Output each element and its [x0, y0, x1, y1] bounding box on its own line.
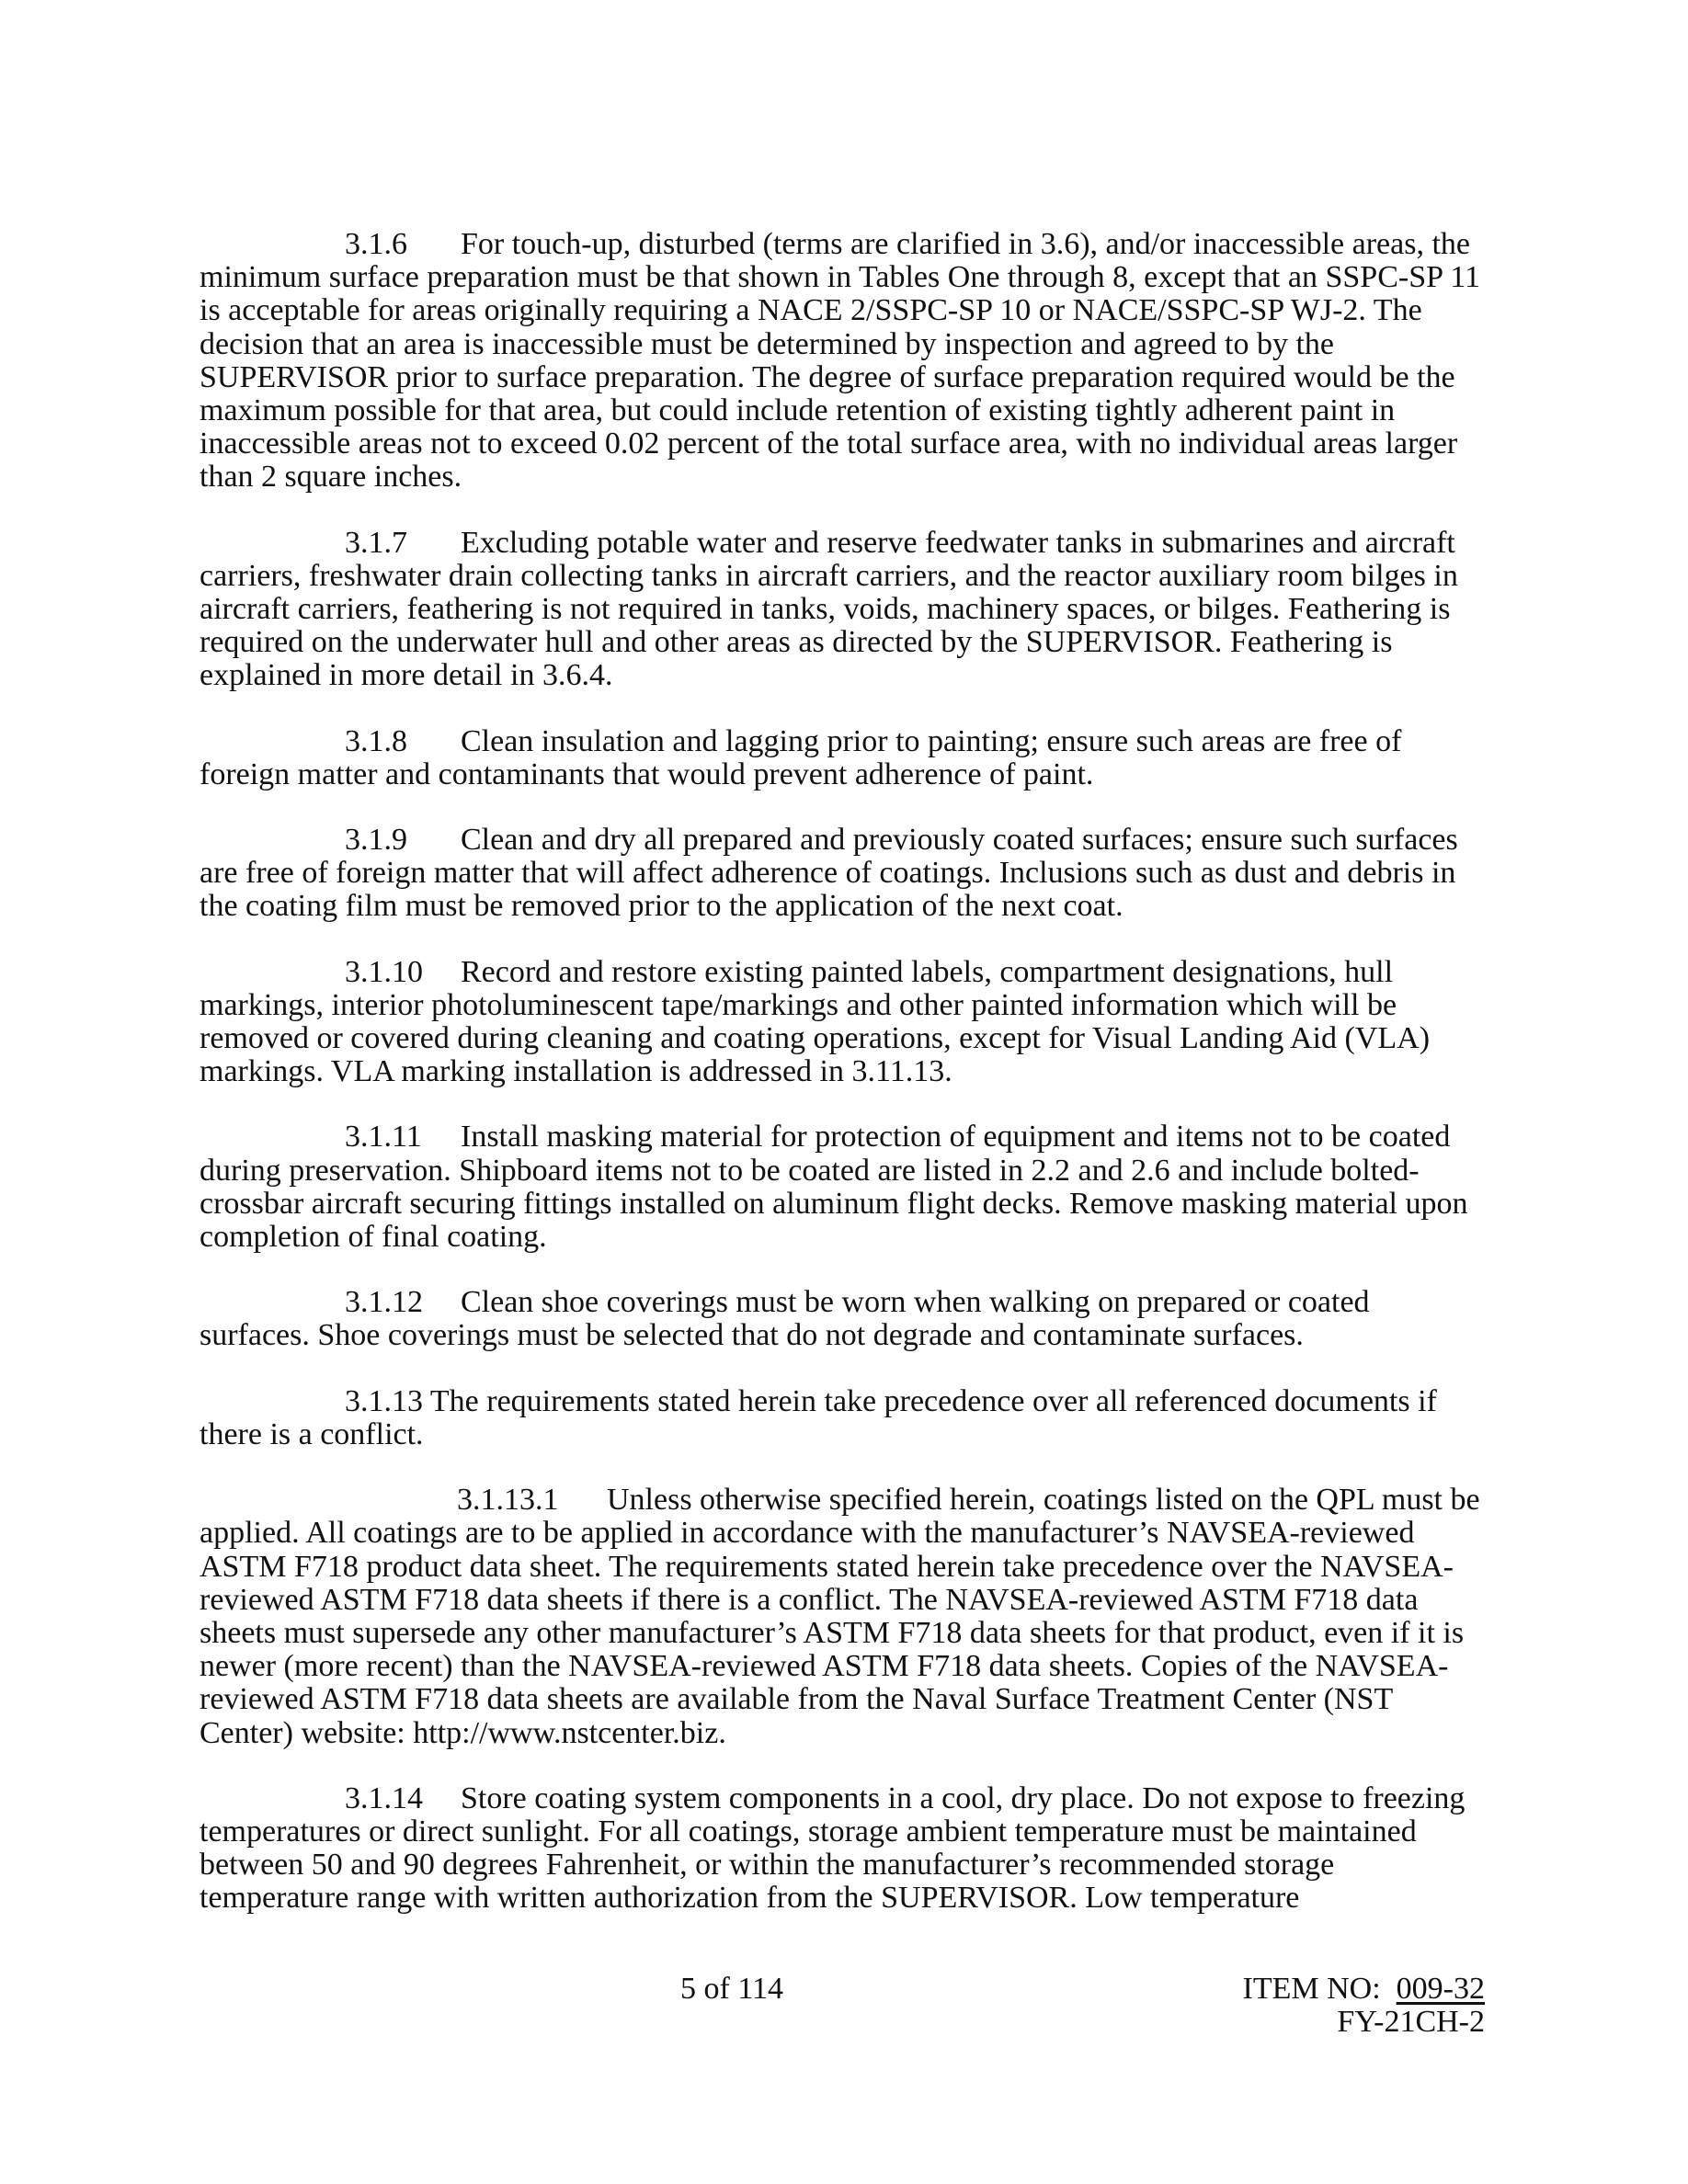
- paragraph-number: 3.1.12: [345, 1285, 423, 1320]
- paragraph-3-1-13: [200, 1385, 1485, 1451]
- paragraph-number: 3.1.13.1: [457, 1483, 559, 1518]
- paragraph-3-1-13-1: [200, 1484, 1485, 1750]
- paragraph-3-1-14: [200, 1782, 1485, 1916]
- item-footer: [1243, 1973, 1485, 2039]
- item-label: ITEM NO:: [1242, 1972, 1381, 2006]
- paragraph-number: 3.1.8: [345, 723, 407, 758]
- item-number-line: [1243, 1973, 1485, 2006]
- paragraph-number: 3.1.6: [345, 227, 407, 261]
- paragraph-text: Unless otherwise specified herein, coatings listed on the QPL must be applied. All coatings are to be applied in accordance with the manufacturer’s NAVSEA-reviewed ASTM F718 product data sheet. The requirements stated herein take precedence over the NAVSEA-reviewed ASTM F718 data sheets if there is a conflict. The NAVSEA-reviewed ASTM F718 data sheets must supersede any other manufacturer’s ASTM F718 data sheets for that product, even if it is newer (more recent) than the NAVSEA-reviewed ASTM F718 data sheets. Copies of the NAVSEA-reviewed ASTM F718 data sheets are available from the Naval Surface Treatment Center (NST Center) website: http://www.nstcenter.biz.: [200, 1483, 1480, 1750]
- paragraph-text: For touch-up, disturbed (terms are clarified in 3.6), and/or inaccessible areas, the minimum surface preparation must be that shown in Tables One through 8, except that an SSPC-SP 11 is acceptable for areas originally requiring a NACE 2/SSPC-SP 10 or NACE/SSPC-SP WJ-2. The decision that an area is inaccessible must be determined by inspection and agreed to by the SUPERVISOR prior to surface preparation. The degree of surface preparation required would be the maximum possible for that area, but could include retention of existing tightly adherent paint in inaccessible areas not to exceed 0.02 percent of the total surface area, with no individual areas larger than 2 square inches.: [200, 227, 1480, 495]
- document-body: [200, 228, 1485, 1948]
- paragraph-text: Record and restore existing painted labels, compartment designations, hull markings, interior photoluminescent tape/markings and other painted information which will be removed or covered during cleaning and coating operations, except for Visual Landing Aid (VLA) markings. VLA marking installation is addressed in 3.11.13.: [200, 954, 1431, 1089]
- paragraph-text: The requirements stated herein take precedence over all referenced documents if there is a conflict.: [200, 1383, 1437, 1451]
- paragraph-text: Clean insulation and lagging prior to painting; ensure such areas are free of foreign matter and contaminants that would prevent adherence of paint.: [200, 723, 1402, 791]
- paragraph-number: 3.1.11: [345, 1120, 422, 1155]
- paragraph-text: Clean and dry all prepared and previously coated surfaces; ensure such surfaces are free of foreign matter that will affect adherence of coatings. Inclusions such as dust and debris in the coating film must be removed prior to the application of the next coat.: [200, 823, 1458, 924]
- paragraph-3-1-10: [200, 956, 1485, 1089]
- paragraph-number: 3.1.13: [345, 1383, 423, 1418]
- paragraph-text: Store coating system components in a cool, dry place. Do not expose to freezing temperatures or direct sunlight. For all coatings, storage ambient temperature must be maintained between 50 and 90 degrees Fahrenheit, or within the manufacturer’s recommended storage temperature range with written authorization from the SUPERVISOR. Low temperature: [200, 1780, 1466, 1916]
- paragraph-number: 3.1.7: [345, 525, 407, 560]
- paragraph-3-1-7: [200, 527, 1485, 693]
- paragraph-3-1-9: [200, 824, 1485, 924]
- page-number: 5 of 114: [680, 1972, 784, 2006]
- paragraph-3-1-12: [200, 1286, 1485, 1352]
- paragraph-text: Excluding potable water and reserve feedwater tanks in submarines and aircraft carriers, freshwater drain collecting tanks in aircraft carriers, and the reactor auxiliary room bilges in aircraft carriers, feathering is not required in tanks, voids, machinery spaces, or bilges. Feathering is required on the underwater hull and other areas as directed by the SUPERVISOR. Feathering is explained in more detail in 3.6.4.: [200, 525, 1458, 693]
- paragraph-3-1-8: [200, 725, 1485, 791]
- paragraph-text: Install masking material for protection of equipment and items not to be coated during preservation. Shipboard items not to be coated are listed in 2.2 and 2.6 and include bolted-crossbar aircraft securing fittings installed on aluminum flight decks. Remove masking material upon completion of final coating.: [200, 1120, 1468, 1255]
- paragraph-number: 3.1.9: [345, 823, 407, 858]
- paragraph-3-1-6: [200, 228, 1485, 495]
- paragraph-number: 3.1.14: [345, 1780, 423, 1815]
- paragraph-text: Clean shoe coverings must be worn when walking on prepared or coated surfaces. Shoe coverings must be selected that do not degrade and contaminate surfaces.: [200, 1285, 1370, 1353]
- paragraph-number: 3.1.10: [345, 954, 423, 989]
- paragraph-3-1-11: [200, 1120, 1485, 1254]
- item-number: 009-32: [1396, 1972, 1485, 2006]
- fiscal-year-change: FY-21CH-2: [1337, 2005, 1485, 2039]
